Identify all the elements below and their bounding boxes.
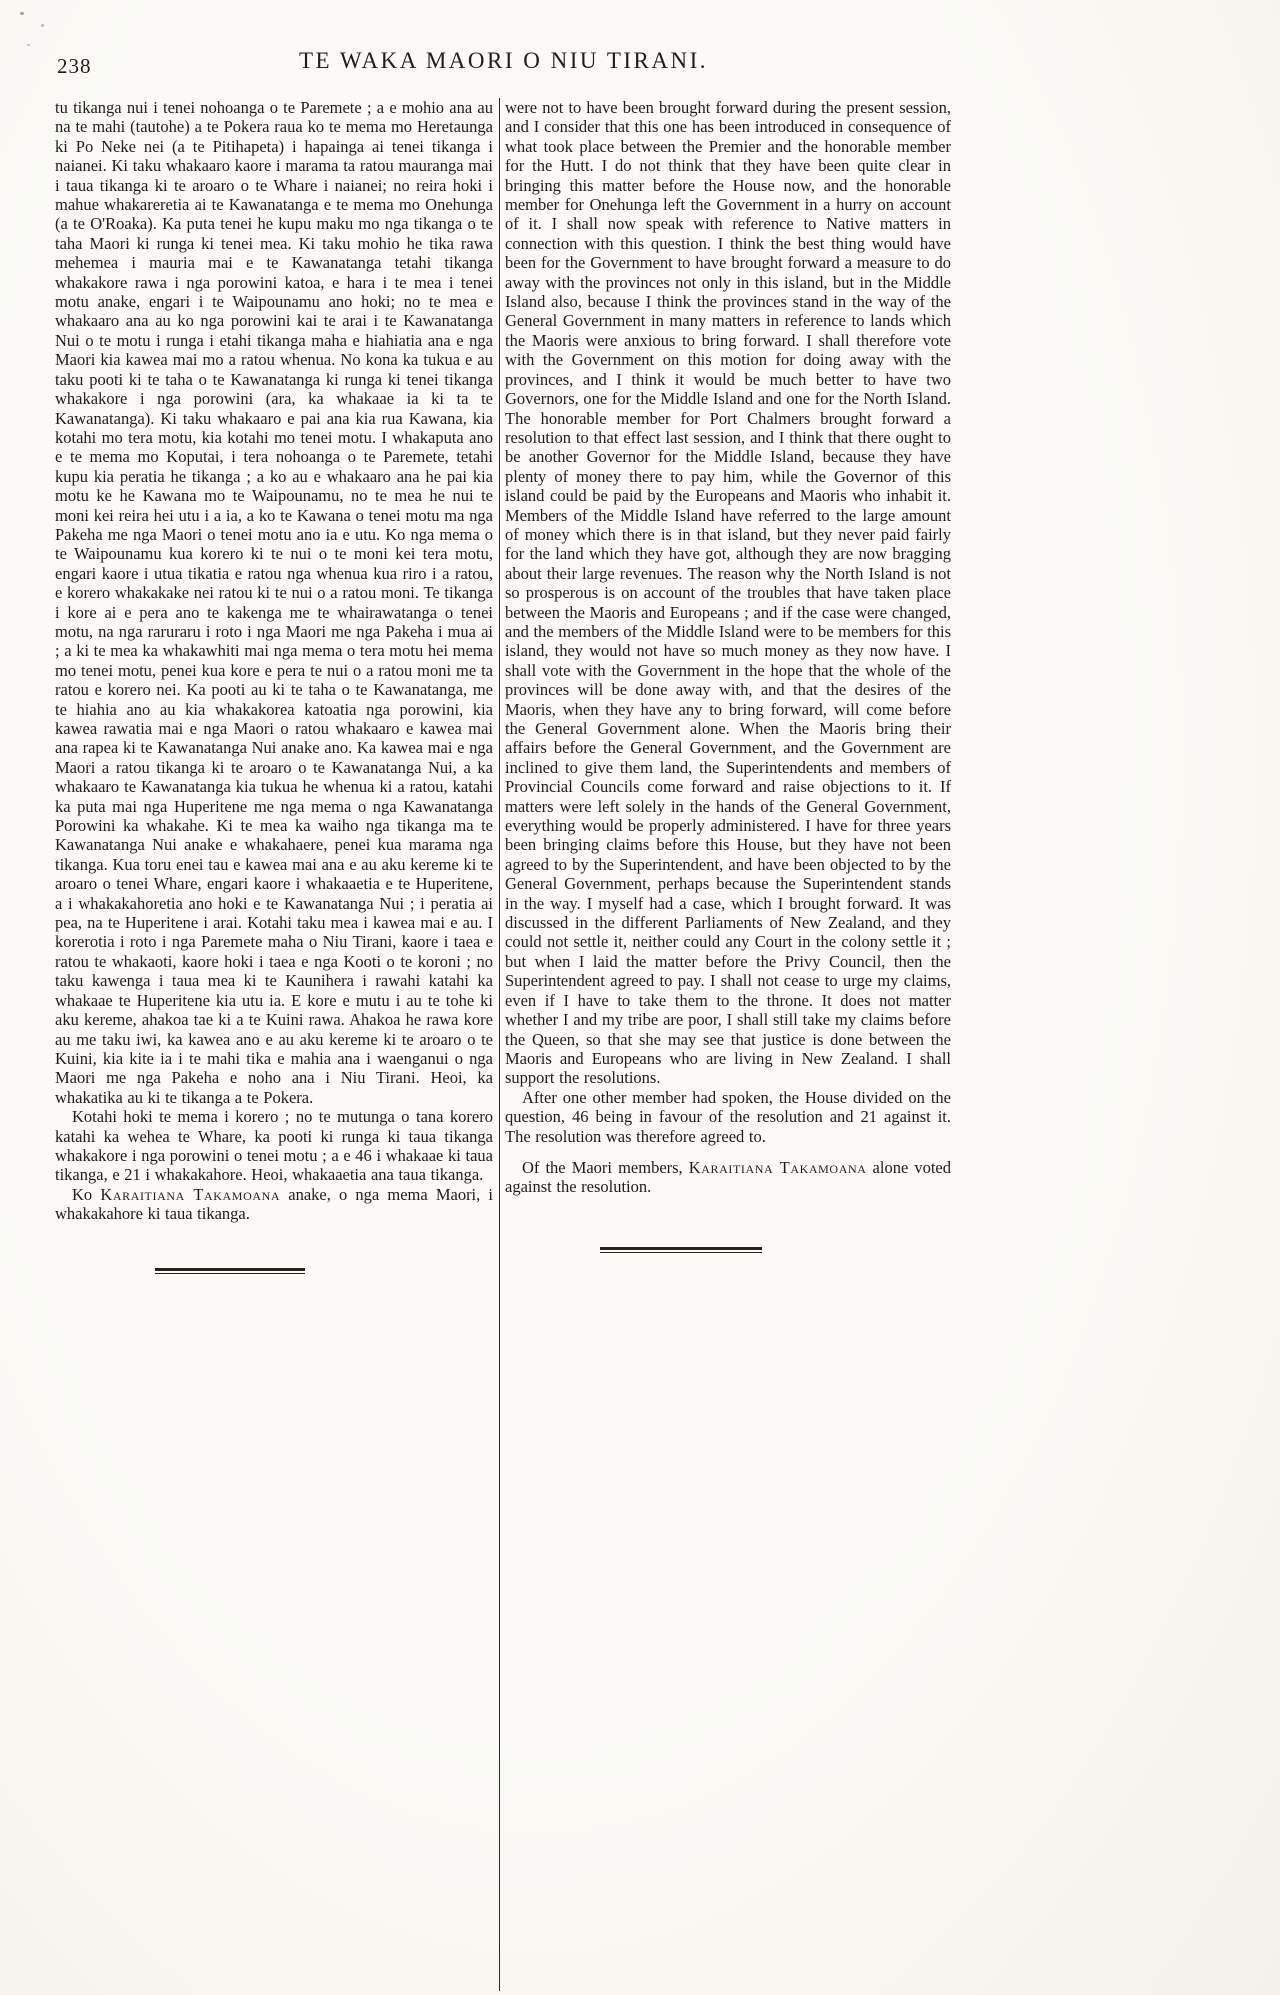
member-name: Karaitiana Takamoana bbox=[100, 1184, 281, 1204]
scan-speck bbox=[41, 24, 44, 27]
page-title: TE WAKA MAORI O NIU TIRANI. bbox=[298, 48, 709, 73]
scan-speck bbox=[20, 12, 24, 15]
maori-paragraph-1: tu tikanga nui i tenei nohoanga o te Paremete ; a e mohio ana au na te mahi (tautohe) a te Pokera raua ko te mema mo Heretaunga ki Po Neke nei (a te Pitihapeta) i hapainga ai tenei tikanga i naianei. Ki taku whakaaro kaore i marama ta ratou mauranga mai i taua tikanga ki te aroaro o te Whare i naianei; no reira hoki i mahue whakareretia ai te Kawanatanga e te mema mo Onehunga (a te O'Roaka). Ka puta tenei he kupu maku mo nga tikanga o te taha Maori ki runga ki tenei mea. Ki taku mohio he tika rawa mehemea i mauria mai e te Kawanatanga tetahi tikanga whakakore rawa i nga porowini katoa, e hara i te mea i tenei motu anake, engari i te Waipounamu ano hoki; no te mea e whakaaro ana au ko nga porowini kai te arai i te Kawanatanga Nui o te motu i runga i etahi tikanga maha e hiahiatia ana e nga Maori kia kawea mai mo a ratou whenua. No kona ka tukua e au taku pooti ki te taha o te Kawanatanga ki runga ki tenei tikanga whakakore i nga porowini (ara, ka whakaae ia ki ta te Kawanatanga). Ki taku whakaaro e pai ana kia rua Kawana, kia kotahi mo tera motu, kia kotahi mo tenei motu. I whakaputa ano e te mema mo Koputai, i tera nohoanga o te Paremete, tetahi kupu kia peratia he tikanga ; a ko au e whakaaro ana he pai kia motu ke he Kawana mo te Waipounamu, no te mea he nui te moni kei reira hei utu i a ia, a ko te Kawana o tenei motu ma nga Pakeha me nga Maori o tenei motu ano ia e utu. Ko nga mema o te Waipounamu kua korero ki te nui o te moni kei tera motu, engari kaore i utua tikatia e ratou nga whenua kua riro i a ratou, e korero whakakake nei ratou ki te nui o a ratou moni. Te tikanga i kore ai e pera ano te kakenga me te whairawatanga o tenei motu, na nga raruraru i roto i nga Maori me nga Pakeha i mua ai ; a ki te mea ka whakawhiti mai nga mema o tera motu hei mema mo tenei motu, penei kua kore e pera te nui o a ratou moni me ta ratou e korero nei. Ka pooti au ki te taha o te Kawanatanga, me te hiahia ano au kia whakakorea katoatia nga porowini, kia kawea rawatia mai e nga Maori o ratou whakaaro e kawea mai ana rapea ki te Kawanatanga Nui anake ano. Ka kawea mai e nga Maori a ratou tikanga ki te aroaro o te Kawanatanga Nui, a ka whakaaro te Kawanatanga kia tukua he whenua ki a ratou, katahi ka puta mai nga Huperitene me nga mema o nga Kawanatanga Porowini ka whakahe. Ki te mea ka waiho nga tikanga ma te Kawanatanga Nui anake e whakahaere, penei kua marama nga tikanga. Kua toru enei tau e kawea mai ana e au aku kereme ki te aroaro o tenei Whare, engari kaore i whakaaetia e te Huperitene, a i whakakahoretia ano hoki e te Kawanatanga Nui ; i peratia ai pea, na te Huperitene i arai. Kotahi taku mea i kawea mai e au. I korerotia i roto i nga Paremete maha o Niu Tirani, kaore i taea e ratou te whakaoti, kaore hoki i taea e nga Kooti o te koroni ; no taku kawenga i taua mea ki te Kaunihera i rawahi katahi ka whakaae te Huperitene kia utu ia. E kore e mutu i au te tohe ki aku kereme, ahakoa tae ki a te Kuini rawa. Ahakoa he rawa kore au me taku iwi, ka kawea ano e au aku kereme ki te aroaro o te Kuini, kia kite ia i te mahi tika e mahia ana i waenganui o nga Maori me nga Pakeha e noho ana i Niu Tirani. Heoi, ka whakatika au ki te tikanga a te Pokera. bbox=[55, 98, 493, 1107]
scan-speck bbox=[27, 44, 30, 46]
paragraph-text-post: anake, o nga mema Maori, i whakakahore ki taua tikanga. bbox=[55, 1184, 493, 1224]
maori-paragraph-2: Kotahi hoki te mema i korero ; no te mutunga o tana korero katahi ka wehea te Whare, ka pooti ki runga ki taua tikanga whakakore i nga porowini o tenei motu ; a e 46 i whakaae ki taua tikanga, e 21 i whakakahore. Heoi, whakaaetia ana taua tikanga. bbox=[55, 1107, 493, 1185]
end-rule-left bbox=[155, 1268, 305, 1274]
paragraph-text-pre: Ko bbox=[72, 1184, 101, 1204]
member-name: Karaitiana Takamoana bbox=[688, 1157, 867, 1177]
english-paragraph-2: After one other member had spoken, the House divided on the question, 46 being in favour of the resolution and 21 against it. The resolution was therefore agreed to. bbox=[505, 1087, 951, 1146]
paragraph-text-post: alone voted against the resolution. bbox=[505, 1157, 952, 1197]
columns-container bbox=[55, 98, 952, 1991]
english-column bbox=[505, 98, 951, 1253]
maori-column bbox=[55, 98, 493, 1274]
page-header bbox=[55, 48, 952, 88]
english-paragraph-1: were not to have been brought forward during the present session, and I consider that this one has been introduced in consequence of what took place between the Premier and the honorable member for the Hutt. I do not think that they have been quite clear in bringing this matter before the House now, and the honorable member for Onehunga left the Government in a hurry on account of it. I shall now speak with reference to Native matters in connection with this question. I think the best thing would have been for the Government to have brought forward a measure to do away with the provinces not only in this island, but in the Middle Island also, because I think the provinces stand in the way of the General Government in many matters in reference to lands which the Maoris were anxious to bring forward. I shall therefore vote with the Government on this motion for doing away with the provinces, and I think it would be much better to have two Governors, one for the Middle Island and one for the North Island. The honorable member for Port Chalmers brought forward a resolution to that effect last session, and I think that there ought to be another Governor for the Middle Island, because they have plenty of money there to pay him, while the Governor of this island could be paid by the Europeans and Maoris who inhabit it. Members of the Middle Island have referred to the large amount of money which there is in that island, but they never paid fairly for the land which they have got, although they are now bragging about their large revenues. The reason why the North Island is not so prosperous is on account of the troubles that have taken place between the Maoris and Europeans ; and if the case were changed, and the members of the Middle Island were to be members for this island, they would not have so much money as they now have. I shall vote with the Government in the hope that the whole of the provinces will be done away with, and that the desires of the Maoris, when they have any to bring forward, will come before the General Government alone. When the Maoris bring their affairs before the General Government, and the Government are inclined to give them land, the Superintendents and members of Provincial Councils come forward and raise objections to it. If matters were left solely in the hands of the General Government, everything would be properly administered. I have for three years been bringing claims before this House, but they have not been agreed to by the Superintendent, and have been objected to by the General Government, perhaps because the Superintendent stands in the way. I myself had a case, which I brought forward. It was discussed in the different Parliaments of New Zealand, and they could not settle it, neither could any Court in the colony settle it ; but when I laid the matter before the Privy Council, then the Superintendent agreed to pay. I shall not cease to urge my claims, even if I have to take them to the throne. It does not matter whether I and my tribe are poor, I shall still take my claims before the Queen, so that she may see that justice is done between the Maoris and Europeans who are living in New Zealand. I shall support the resolutions. bbox=[505, 98, 951, 1088]
page-number: 238 bbox=[57, 54, 92, 78]
column-divider-rule bbox=[499, 98, 500, 1991]
paragraph-text-pre: Of the Maori members, bbox=[522, 1157, 689, 1177]
end-rule-right bbox=[600, 1247, 762, 1253]
english-paragraph-3 bbox=[505, 1158, 951, 1197]
maori-paragraph-3 bbox=[55, 1185, 493, 1224]
